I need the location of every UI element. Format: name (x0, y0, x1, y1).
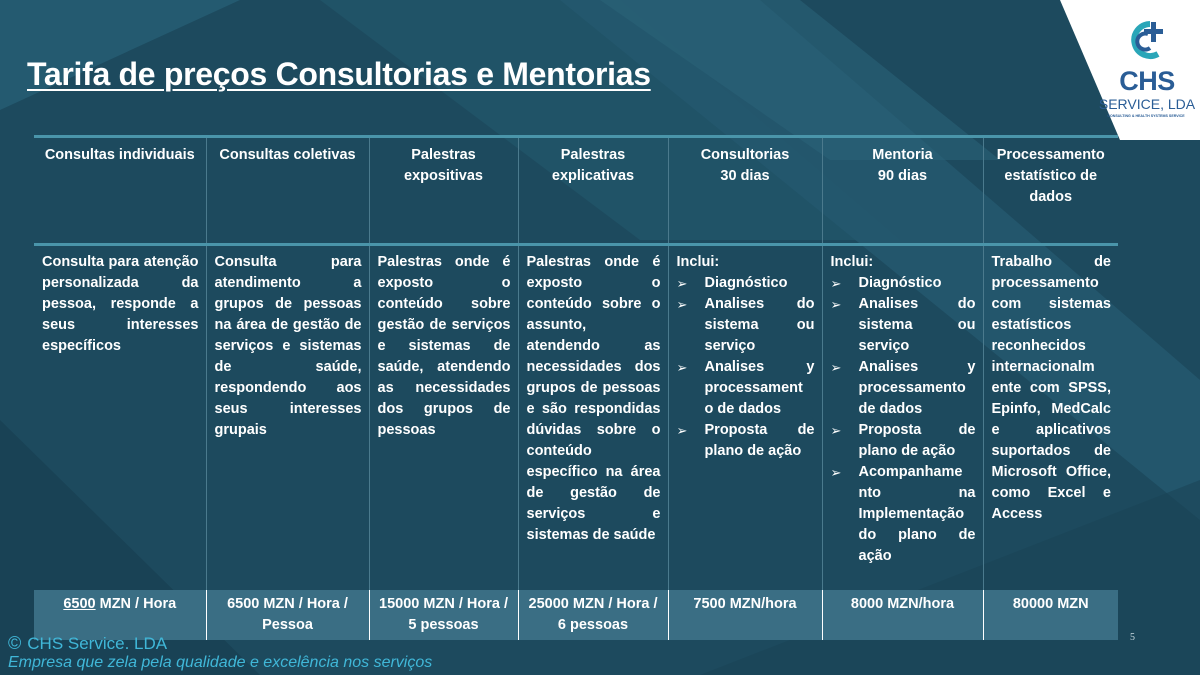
description-cell-consultorias (668, 245, 822, 591)
includes-label: Inclui: (830, 254, 874, 270)
header-line: 30 dias (720, 168, 770, 184)
list-item-text: Diagnóstico (704, 275, 788, 291)
price-cell: 7500 MZN/hora (668, 590, 822, 640)
arrow-bullet-icon: ➢ (676, 276, 688, 291)
table-price-row (34, 590, 1118, 640)
logo-tagline: CONSULTING & HEALTH SYSTEMS SERVICE (1107, 114, 1185, 118)
header-line: explicativas (551, 168, 635, 184)
header-cell-mentoria (822, 137, 983, 245)
header-cell-consultorias (668, 137, 822, 245)
list-item (677, 357, 815, 420)
logo-name: CHS (1119, 66, 1175, 96)
header-line: estatístico de (1004, 168, 1098, 184)
price-cell: 6500 MZN / Hora / Pessoa (206, 590, 369, 640)
list-item (677, 420, 815, 462)
description-cell: Palestras onde é exposto o conteúdo sobre o assunto, atendendo as necessidades dos grupos de pessoas e são respondidas dúvidas sobre o conteúdo específico na área de gestão de serviços e sistemas de saúde (518, 245, 668, 591)
table-header-row (34, 137, 1118, 245)
header-line: Consultorias (700, 147, 790, 163)
description-cell: Palestras onde é exposto o conteúdo sobre gestão de serviços e sistemas de saúde, atendendo as necessidades dos grupos de pessoas (369, 245, 518, 591)
price-cell: 80000 MZN (983, 590, 1118, 640)
header-line: Consultas individuais (44, 147, 195, 163)
header-line: expositivas (404, 168, 483, 184)
includes-label: Inclui: (676, 254, 720, 270)
list-item-text: Proposta de plano de ação (704, 422, 815, 459)
description-cell-mentoria (822, 245, 983, 591)
list-item (677, 294, 815, 357)
price-cell: 25000 MZN / Hora / 6 pessoas (518, 590, 668, 640)
header-cell-palestras-explicativas (518, 137, 668, 245)
logo-icon (1124, 16, 1168, 66)
header-line: Consultas coletivas (219, 147, 356, 163)
header-line: 90 dias (877, 168, 928, 184)
arrow-bullet-icon: ➢ (830, 465, 842, 480)
price-table (34, 135, 1118, 640)
list-item (831, 462, 976, 567)
description-cell: Trabalho de processamento com sistemas estatísticos reconhecidos internacionalm ente com SPSS, Epinfo, MedCalc e aplicativos suportados de Microsoft Office, como Excel e Access (983, 245, 1118, 591)
list-item (831, 294, 976, 357)
description-cell: Consulta para atenção personalizada da pessoa, responde a seus interesses específicos (34, 245, 206, 591)
arrow-bullet-icon: ➢ (830, 423, 842, 438)
table-description-row (34, 245, 1118, 591)
list-item-text: Acompanhame nto na Implementação do plano de ação (858, 464, 976, 564)
price-value: 6500 (63, 596, 96, 612)
header-cell-palestras-expositivas (369, 137, 518, 245)
list-item-text: Analises y processament o de dados (704, 359, 815, 417)
footer-copyright (8, 633, 167, 654)
list-item-text: Proposta de plano de ação (858, 422, 976, 459)
arrow-bullet-icon: ➢ (830, 360, 842, 375)
includes-list (831, 273, 976, 567)
list-item (831, 357, 976, 420)
list-item (831, 420, 976, 462)
copyright-text: CHS Service. LDA (27, 634, 168, 653)
list-item-text: Analises do sistema ou serviço (704, 296, 815, 354)
arrow-bullet-icon: ➢ (830, 276, 842, 291)
list-item-text: Analises y processamento de dados (858, 359, 976, 417)
description-cell: Consulta para atendimento a grupos de pessoas na área de gestão de serviços e sistemas de saúde, respondendo aos seus interesses grupais (206, 245, 369, 591)
price-cell: 8000 MZN/hora (822, 590, 983, 640)
includes-list (677, 273, 815, 462)
arrow-bullet-icon: ➢ (830, 297, 842, 312)
header-cell-processamento (983, 137, 1118, 245)
list-item (677, 273, 815, 294)
copyright-symbol: © (8, 633, 22, 653)
arrow-bullet-icon: ➢ (676, 360, 688, 375)
page-number: 5 (1130, 632, 1135, 643)
header-line: Processamento (996, 147, 1105, 163)
header-cell-consultas-individuais (34, 137, 206, 245)
price-unit: MZN / Hora (99, 596, 177, 612)
header-line: Palestras (560, 147, 626, 163)
arrow-bullet-icon: ➢ (676, 423, 688, 438)
header-line: Mentoria (872, 147, 933, 163)
list-item-text: Analises do sistema ou serviço (858, 296, 976, 354)
header-cell-consultas-coletivas (206, 137, 369, 245)
arrow-bullet-icon: ➢ (676, 297, 688, 312)
header-line: dados (1029, 189, 1073, 205)
list-item-text: Diagnóstico (858, 275, 942, 291)
list-item (831, 273, 976, 294)
slide-title: Tarifa de preços Consultorias e Mentorias (27, 56, 651, 92)
price-cell: 15000 MZN / Hora / 5 pessoas (369, 590, 518, 640)
logo-subtitle: SERVICE, LDA (1098, 96, 1196, 112)
header-line: Palestras (411, 147, 476, 163)
footer-tagline: Empresa que zela pela qualidade e excelência nos serviços (8, 654, 433, 671)
